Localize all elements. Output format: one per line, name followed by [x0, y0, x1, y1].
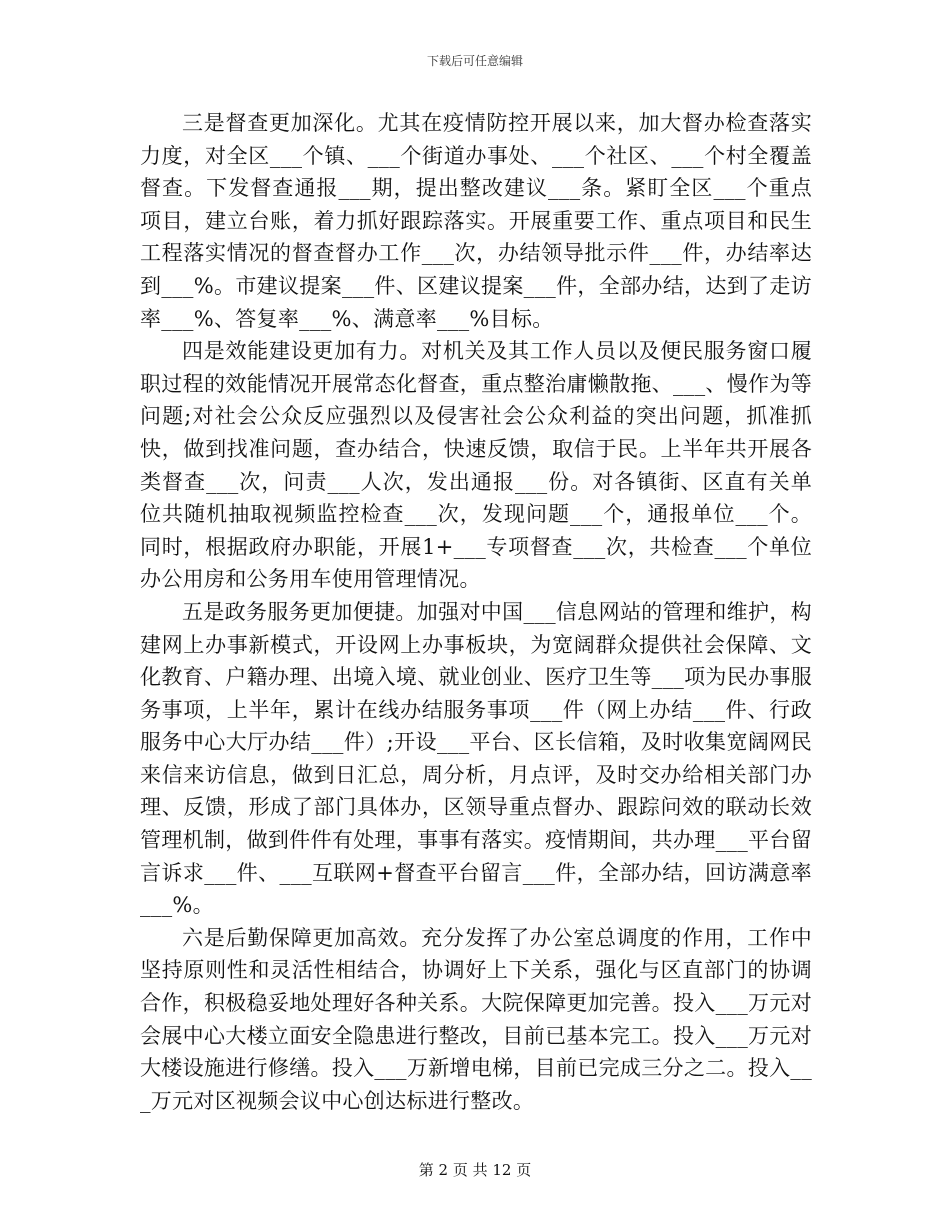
document-body: [140, 107, 812, 1117]
paragraph-logistics: 六是后勤保障更加高效。充分发挥了办公室总调度的作用，工作中坚持原则性和灵活性相结合，协调好上下关系，强化与区直部门的协调合作，积极稳妥地处理好各种关系。大院保障更加完善。投入___万元对会展中心大楼立面安全隐患进行整改，目前已基本完工。投入___万元对大楼设施进行修缮。投入___万新增电梯，目前已完成三分之二。投入___万元对区视频会议中心创达标进行整改。: [140, 925, 812, 1113]
paragraph-government-service: 五是政务服务更加便捷。加强对中国___信息网站的管理和维护，构建网上办事新模式，开设网上办事板块，为宽阔群众提供社会保障、文化教育、户籍办理、出境入境、就业创业、医疗卫生等___项为民办事服务事项，上半年，累计在线办结服务事项___件（网上办结___件、行政服务中心大厅办结___件）;开设___平台、区长信箱，及时收集宽阔网民来信来访信息，做到日汇总，周分析，月点评，及时交办给相关部门办理、反馈，形成了部门具体办，区领导重点督办、跟踪问效的联动长效管理机制，做到件件有处理，事事有落实。疫情期间，共办理___平台留言诉求___件、___互联网+督查平台留言___件，全部办结，回访满意率___%。: [140, 599, 812, 918]
paragraph-efficiency: 四是效能建设更加有力。对机关及其工作人员以及便民服务窗口履职过程的效能情况开展常态化督查，重点整治庸懒散拖、___、慢作为等问题;对社会公众反应强烈以及侵害社会公众利益的突出问题，抓准抓快，做到找准问题，查办结合，快速反馈，取信于民。上半年共开展各类督查___次，问责___人次，发出通报___份。对各镇街、区直有关单位共随机抽取视频监控检查___次，发现问题___个，通报单位___个。同时，根据政府办职能，开展1+___专项督查___次，共检查___个单位办公用房和公务用车使用管理情况。: [140, 339, 812, 592]
page-number: 第 2 页 共 12 页: [418, 1161, 532, 1179]
page-header: 下载后可任意编辑: [426, 54, 523, 68]
paragraph-supervision: 三是督查更加深化。尤其在疫情防控开展以来，加大督办检查落实力度，对全区___个镇、___个街道办事处、___个社区、___个村全覆盖督查。下发督查通报___期，提出整改建议___条。紧盯全区___个重点项目，建立台账，着力抓好跟踪落实。开展重要工作、重点项目和民生工程落实情况的督查督办工作___次，办结领导批示件___件，办结率达到___%。市建议提案___件、区建议提案___件，全部办结，达到了走访率___%、答复率___%、满意率___%目标。: [140, 111, 812, 331]
